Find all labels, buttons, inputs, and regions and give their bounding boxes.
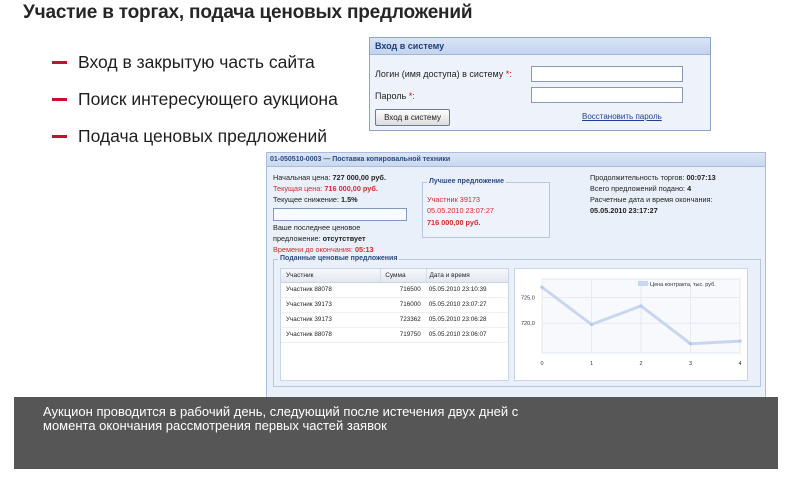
last-bid-value: отсутствует [322,234,366,243]
duration-label: Продолжительность торгов: [590,173,685,182]
total-bids-label: Всего предложений подано: [590,184,686,193]
page-title: Участие в торгах, подача ценовых предложений [23,2,473,23]
price-chart-svg [515,269,747,380]
current-price-value: 716 000,00 руб. [324,184,378,193]
bids-label: Поданные ценовые предложения [280,255,398,262]
best-offer-datetime: 05.05.2010 23:07:27 [427,206,494,215]
column-header[interactable]: Сумма [381,269,426,282]
login-input[interactable] [531,66,683,82]
dash-icon [52,98,67,101]
bullet-text: Подача ценовых предложений [78,126,328,146]
reduction-row [273,195,358,204]
reduction-label: Текущее снижение: [273,195,339,204]
end-value: 05.05.2010 23:17:27 [590,206,658,215]
caption-line-1: Аукцион проводится в рабочий день, следующий после истечения двух дней с [43,404,519,419]
price-chart [514,268,748,381]
bids-fieldset [273,255,761,387]
password-label: Пароль [375,91,407,101]
x-tick-label: 3 [689,361,693,367]
data-point [540,286,543,289]
data-point [639,304,642,307]
table-row[interactable] [281,313,508,328]
password-label-row [375,91,415,101]
last-bid-line1: Ваше последнее ценовое [273,223,361,232]
caption-line-2: момента окончания рассмотрения первых частей заявок [43,418,387,433]
cell-participant: Участник 88078 [286,331,332,338]
last-bid-label: предложение: [273,234,321,243]
current-price-label: Текущая цена: [273,184,323,193]
cell-datetime: 05.05.2010 23:06:07 [428,331,487,338]
required-mark: *: [505,69,512,79]
start-price-row [273,173,386,182]
table-header [281,269,508,283]
login-submit-button[interactable]: Вход в систему [375,109,450,126]
password-input[interactable] [531,87,683,103]
best-offer-price: 716 000,00 руб. [427,218,481,227]
cell-participant: Участник 39173 [286,301,332,308]
cell-sum: 716500 [399,286,421,293]
duration-row [590,173,716,182]
cell-participant: Участник 39173 [286,316,332,323]
data-point [738,340,741,343]
bullet-list [52,44,338,155]
dash-icon [52,61,67,64]
bullet-text: Поиск интересующего аукциона [78,89,338,109]
bullet-item [52,44,338,81]
end-label: Расчетные дата и время окончания: [590,195,713,204]
table-row[interactable] [281,283,508,298]
auction-header: 01-050510-0003 — Поставка копировальной техники [267,153,765,167]
y-tick-label: 725,0 [521,295,535,302]
best-offer-box [422,178,550,238]
x-tick-label: 2 [639,361,643,367]
legend-swatch [638,281,648,286]
total-bids-value: 4 [687,184,692,193]
cell-participant: Участник 88078 [286,286,332,293]
y-tick-label: 720,0 [521,321,535,328]
auction-panel [266,152,766,398]
restore-password-link[interactable]: Восстановить пароль [582,112,662,121]
table-row[interactable] [281,328,508,343]
legend-label: Цена контракта, тыс. руб. [650,282,716,288]
time-left-row [273,245,374,254]
bid-progress-bar [273,208,407,221]
start-price-value: 727 000,00 руб. [332,173,386,182]
x-tick-label: 4 [738,361,742,367]
column-header[interactable]: Дата и время [429,272,470,279]
cell-datetime: 05.05.2010 23:07:27 [428,301,487,308]
x-tick-label: 1 [590,361,594,367]
dash-icon [52,135,67,138]
required-mark: *: [408,91,415,101]
best-offer-participant: Участник 39173 [427,195,481,204]
cell-sum: 719750 [399,331,421,338]
start-price-label: Начальная цена: [273,173,331,182]
last-bid-row [273,234,366,243]
column-header[interactable]: Участник [281,269,381,282]
cell-sum: 723362 [399,316,421,323]
time-left-label: Времени до окончания: [273,245,353,254]
bullet-text: Вход в закрытую часть сайта [78,52,315,72]
x-tick-label: 0 [540,361,544,367]
duration-value: 00:07:13 [686,173,716,182]
login-panel [369,37,711,131]
time-left-value: 05:13 [354,245,374,254]
data-point [590,323,593,326]
best-offer-label: Лучшее предложение [429,178,505,185]
caption-bar [14,397,778,469]
reduction-value: 1.5% [341,195,358,204]
bullet-item [52,81,338,118]
cell-sum: 716000 [399,301,421,308]
login-header: Вход в систему [370,38,710,55]
current-price-row [273,184,378,193]
login-label-row [375,69,512,79]
cell-datetime: 05.05.2010 23:06:28 [428,316,487,323]
total-bids-row [590,184,691,193]
bullet-item [52,118,338,155]
bids-table [280,268,509,381]
table-row[interactable] [281,298,508,313]
login-label: Логин (имя доступа) в систему [375,69,504,79]
cell-datetime: 05.05.2010 23:10:39 [428,286,487,293]
data-point [689,342,692,345]
